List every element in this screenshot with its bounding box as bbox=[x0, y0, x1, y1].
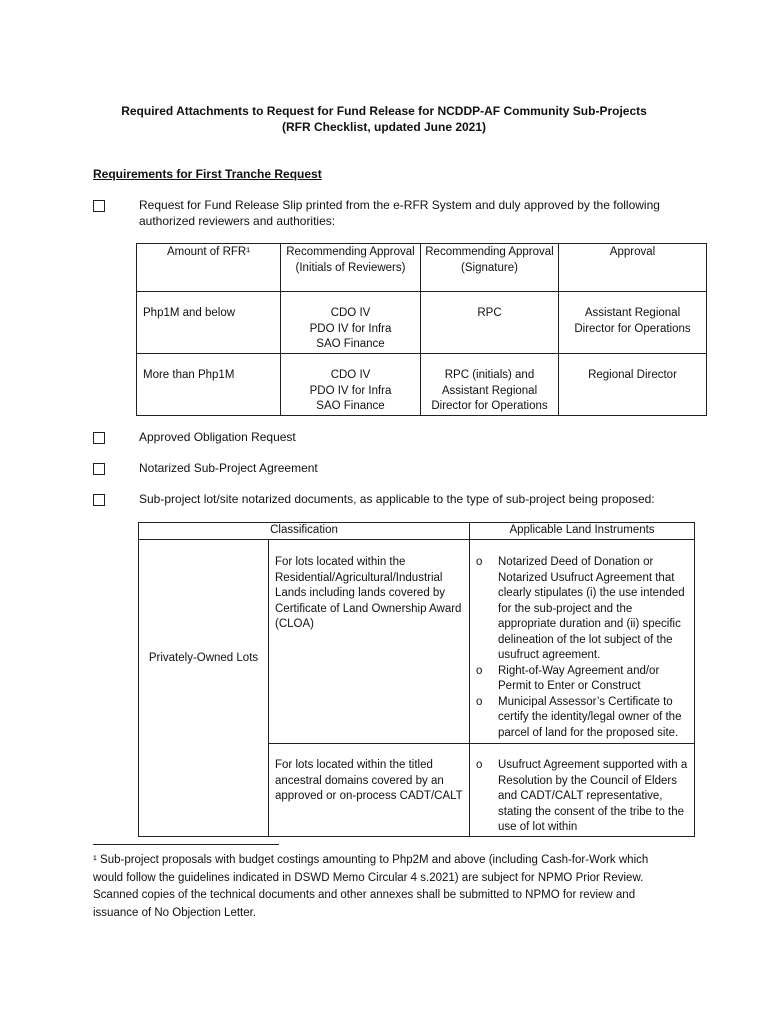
item-text-1: Request for Fund Release Slip printed from the e-RFR System and duly approved by the following authorized reviewers and authorities: bbox=[139, 198, 660, 228]
col-header-instruments: Applicable Land Instruments bbox=[470, 523, 695, 540]
col-header-approval: Approval bbox=[559, 244, 707, 292]
initials-line: SAO Finance bbox=[316, 338, 385, 350]
item-text-2: Approved Obligation Request bbox=[139, 430, 296, 444]
footnote-separator bbox=[93, 844, 279, 845]
item-text-4: Sub-project lot/site notarized documents, as applicable to the type of sub-project being proposed: bbox=[139, 492, 655, 506]
item-checkbox-1[interactable] bbox=[93, 200, 105, 212]
item-text-3: Notarized Sub-Project Agreement bbox=[139, 461, 318, 475]
instruments-cell bbox=[470, 540, 695, 744]
item-checkbox-4[interactable] bbox=[93, 494, 105, 506]
bullet-marker: o bbox=[476, 695, 483, 708]
col-header-classification: Classification bbox=[139, 523, 470, 540]
initials-cell bbox=[281, 354, 421, 416]
list-item bbox=[470, 555, 688, 664]
initials-line: PDO IV for Infra bbox=[309, 384, 392, 397]
lot-description-cell: For lots located within the Residential/Agricultural/Industrial Lands including lands covered by Certificate of Land Ownership Award (CLOA) bbox=[269, 540, 470, 744]
bullet-marker: o bbox=[476, 664, 483, 677]
initials-line: SAO Finance bbox=[316, 400, 385, 412]
list-item bbox=[470, 758, 688, 836]
category-cell: Privately-Owned Lots bbox=[139, 540, 269, 837]
list-item bbox=[470, 695, 688, 742]
list-item-text: Usufruct Agreement supported with a Resolution by the Council of Elders and CADT/CALT representative, stating the consent of the tribe to the use of lot within bbox=[498, 759, 688, 833]
item-checkbox-3[interactable] bbox=[93, 463, 105, 475]
table-row bbox=[139, 540, 695, 744]
approval-table-header-row bbox=[137, 244, 707, 292]
initials-line: PDO IV for Infra bbox=[309, 322, 392, 335]
list-item-text: Right-of-Way Agreement and/or Permit to Enter or Construct bbox=[498, 664, 660, 692]
section-heading: Requirements for First Tranche Request bbox=[93, 167, 322, 181]
table-row bbox=[137, 354, 707, 416]
signature-cell: RPC (initials) and Assistant Regional Director for Operations bbox=[421, 354, 559, 416]
land-instruments-table bbox=[138, 522, 695, 837]
instruments-cell bbox=[470, 744, 695, 837]
initials-line: CDO IV bbox=[330, 307, 371, 319]
col-header-amount: Amount of RFR¹ bbox=[137, 244, 281, 292]
col-header-initials: Recommending Approval (Initials of Reviewers) bbox=[281, 244, 421, 292]
amount-cell: More than Php1M bbox=[137, 354, 281, 416]
bullet-marker: o bbox=[476, 556, 483, 568]
instruments-list bbox=[470, 758, 688, 836]
approval-cell: Regional Director bbox=[559, 354, 707, 416]
instruments-list bbox=[470, 555, 688, 741]
document-title: Required Attachments to Request for Fund Release for NCDDP-AF Community Sub-Projects bbox=[121, 104, 647, 118]
initials-cell bbox=[281, 292, 421, 354]
list-item bbox=[470, 664, 688, 695]
bullet-marker: o bbox=[476, 759, 483, 771]
document-subtitle: (RFR Checklist, updated June 2021) bbox=[281, 120, 487, 134]
item-checkbox-2[interactable] bbox=[93, 432, 105, 444]
signature-cell: RPC bbox=[421, 292, 559, 354]
list-item-text: Notarized Deed of Donation or Notarized Usufruct Agreement that clearly stipulates (i) the use intended for the sub-project and the appropriate duration and (ii) specific delineation of the lot subject of the usufruct agreement. bbox=[498, 556, 685, 661]
approval-table bbox=[136, 243, 707, 416]
footnote-text: ¹ Sub-project proposals with budget costings amounting to Php2M and above (including Cash-for-Work which would follow the guidelines indicated in DSWD Memo Circular 4 s.2021) are subject for NPMO Prior Review. Scanned copies of the technical documents and other annexes shall be submitted to NPMO for review and issuance of No Objection Letter. bbox=[93, 854, 649, 919]
land-table-header-row bbox=[139, 523, 695, 540]
col-header-signature: Recommending Approval (Signature) bbox=[421, 244, 559, 292]
table-row bbox=[137, 292, 707, 354]
amount-cell: Php1M and below bbox=[137, 292, 281, 354]
initials-line: CDO IV bbox=[330, 369, 371, 381]
lot-description-cell: For lots located within the titled ancestral domains covered by an approved or on-process CADT/CALT bbox=[269, 744, 470, 837]
approval-cell: Assistant Regional Director for Operations bbox=[559, 292, 707, 354]
list-item-text: Municipal Assessor’s Certificate to certify the identity/legal owner of the parcel of land for the proposed site. bbox=[498, 695, 682, 739]
